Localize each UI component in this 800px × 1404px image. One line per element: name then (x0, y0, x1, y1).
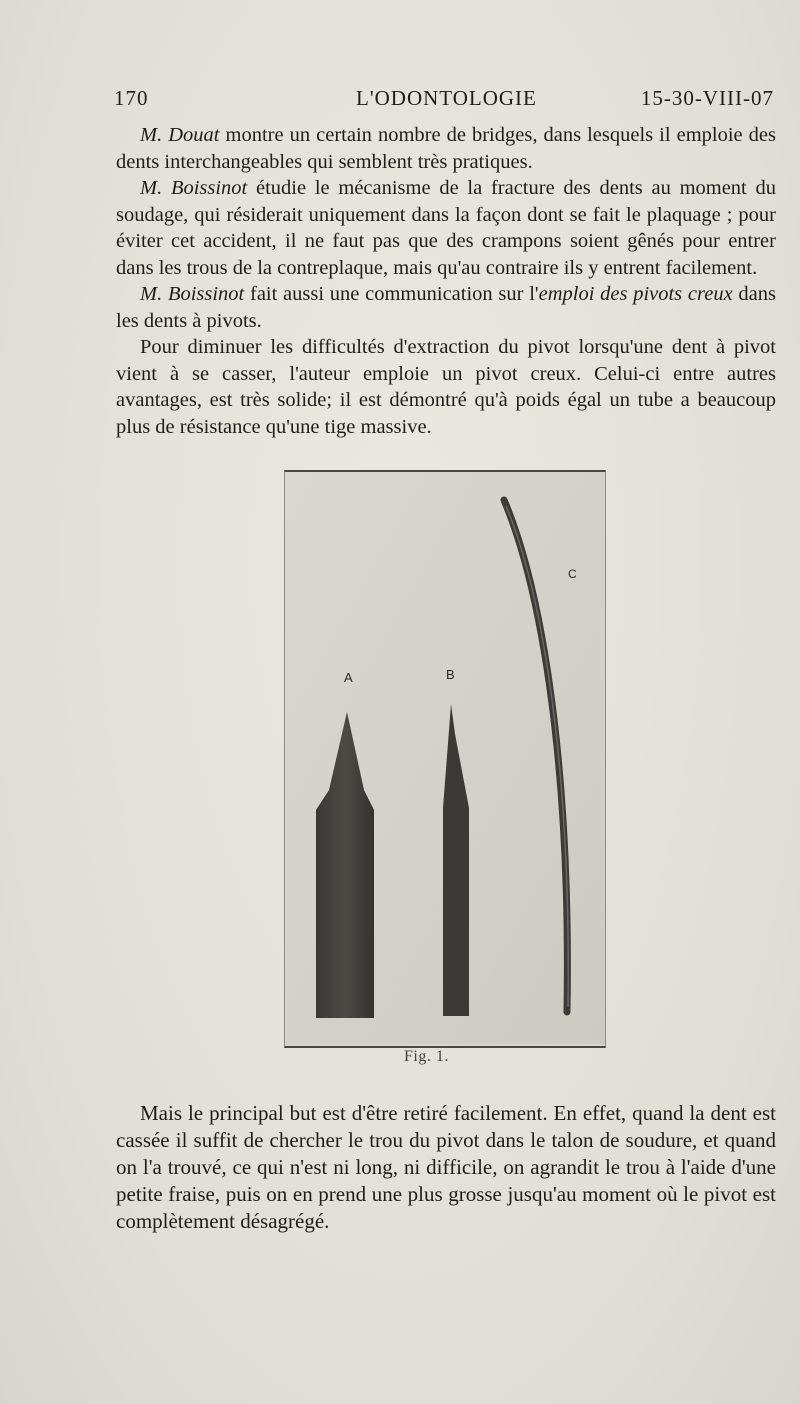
upper-text-block (116, 122, 776, 440)
journal-title: L'ODONTOLOGIE (356, 86, 537, 110)
paragraph-text: Pour diminuer les difficultés d'extraction du pivot lorsqu'une dent à pivot vient à se casser, l'auteur emploie un pivot creux. Celui-ci entre autres avantages, est très solide; il est démontré qu'à poids égal un tube a beaucoup plus de résistance qu'une tige massive. (116, 336, 776, 438)
speaker-name: M. Douat (140, 124, 220, 146)
paragraph-text: montre un certain nombre de bridges, dans lesquels il emploie des dents interchangeables qui semblent très pratiques. (116, 124, 776, 173)
paragraph-text: fait aussi une communication sur l' (244, 283, 539, 305)
lower-text-block (116, 1100, 776, 1235)
label-a: A (344, 670, 353, 685)
figure-caption: Fig. 1. (404, 1048, 449, 1065)
speaker-name: M. Boissinot (140, 283, 245, 305)
label-c: C (568, 567, 577, 581)
paragraph-boissinot-pivots (116, 281, 776, 334)
paragraph-pivot-creux (116, 334, 776, 440)
figure-illustration (285, 472, 605, 1044)
paragraph-boissinot-fracture (116, 175, 776, 281)
running-header (114, 86, 774, 116)
topic-italic: emploi des pivots creux (538, 283, 733, 305)
paragraph-text: étudie le mécanisme de la fracture des dents au moment du soudage, qui résiderait uniquement dans la façon dont se fait le plaquage ; pour éviter cet accident, il ne faut pas que des crampons soient gênés pour entrer dans les trous de la contreplaque, mais qu'au contraire ils y entrent facilement. (116, 177, 776, 279)
figure-photograph (284, 470, 606, 1048)
paragraph-douat (116, 122, 776, 175)
paragraph-text-end: dans les dents à pivots. (116, 283, 776, 332)
label-b: B (446, 667, 455, 682)
page-number: 170 (114, 86, 149, 110)
speaker-name: M. Boissinot (140, 177, 248, 199)
paragraph-retrait: Mais le principal but est d'être retiré facilement. En effet, quand la dent est cassée il suffit de chercher le trou du pivot dans le talon de soudure, et quand on l'a trouvé, ce qui n'est ni long, ni difficile, on agrandit le trou à l'aide d'une petite fraise, puis on en prend une plus grosse jusqu'au moment où le pivot est complètement désagrégé. (116, 1101, 776, 1233)
issue-date: 15-30-VIII-07 (640, 86, 774, 110)
